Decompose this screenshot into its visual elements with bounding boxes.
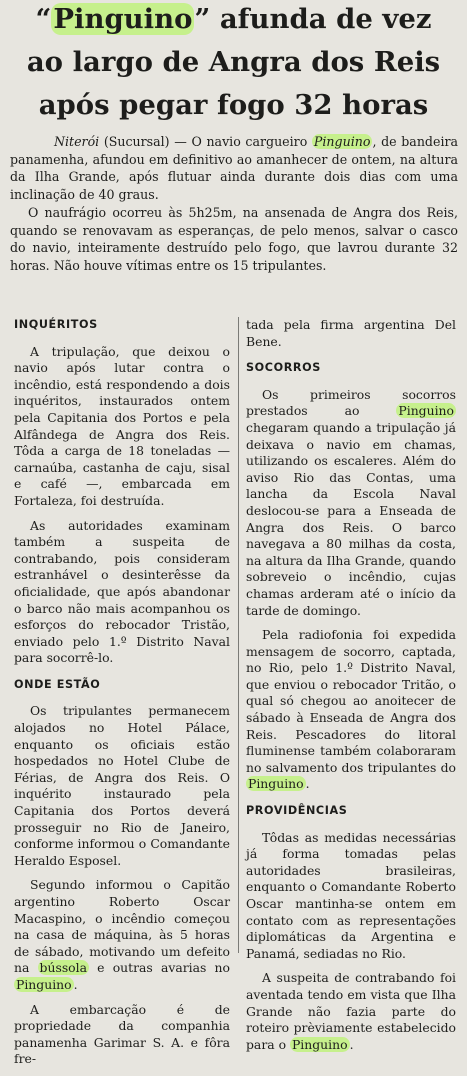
section-heading-socorros: SOCORROS (246, 361, 321, 375)
lead-ship-name: Pinguino (313, 134, 371, 149)
headline-line-1-rest: ” afunda de vez (194, 3, 432, 35)
section-heading-onde-estao: ONDE ESTÃO (14, 677, 101, 691)
boat-name: Rio das Contas (293, 469, 410, 485)
lead-paragraph-2: O naufrágio ocorreu às 5h25m, na ansenada de Angra dos Reis, quando se renovavam as esperanças, de pelo menos, salvar o casco do navio, inteiramente destruído pelo fogo, que lavrou durante 32 horas. Não houve vítimas entre os 15 tripulantes. (10, 204, 458, 273)
tug-name: Tritão (401, 676, 440, 692)
lead-paragraphs (10, 133, 458, 275)
text: chegaram quando a tripulação já deixava o navio em chamas, utilizando os escaleres. Além do aviso (246, 419, 456, 485)
paragraph-socorros-1 (246, 387, 456, 619)
paragraph-inqueritos-1: A tripulação, que deixou o navio após lutar contra o incêndio, está respondendo a dois inquéritos, instaurados ontem pela Capitania dos Portos e pela Alfândega de Angra dos Reis. Tôda a carga de 18 toneladas — carnaúba, castanha de caju, sisal e café —, embarcada em Fortaleza, foi destruída. (14, 343, 230, 508)
lead-paragraph-1-text: , de bandeira panamenha, afundou em definitivo ao amanhecer de ontem, na altura da Ilha Grande, após flutuar ainda durante dois dias com uma inclinação de 40 graus. (10, 134, 458, 203)
headline-line-2: ao largo de Angra dos Reis (26, 46, 441, 78)
text: . (349, 1036, 354, 1052)
headline (0, 0, 467, 127)
right-column (246, 317, 456, 1061)
section-heading-providencias: PROVIDÊNCIAS (246, 804, 348, 818)
paragraph-providencias-2 (246, 970, 456, 1053)
ship-name-highlight: Pinguino (291, 1036, 348, 1052)
tug-name: Tristão (181, 617, 227, 633)
paragraph-socorros-2 (246, 627, 456, 793)
column-divider (238, 317, 239, 953)
ship-name-highlight: Pinguino (248, 776, 304, 792)
headline-ship-name-highlight: Pinguino (53, 3, 193, 35)
text: Os primeiros socorros prestados ao (246, 386, 456, 419)
paragraph-onde-estao-2 (14, 877, 230, 993)
text: , enviado pelo 1.º Distrito Naval para socorrê-lo. (14, 617, 230, 666)
paragraph-onde-estao-3: A embarcação é de propriedade da companhia panamenha Garimar S. A. e fôra fre- (14, 1001, 230, 1067)
paragraph-providencias-1: Tôdas as medidas necessárias já forma tomadas pelas autoridades brasileiras, enquanto o Comandante Roberto Oscar mantinha-se ontem em contato com as representações diplomáticas da Argentina e Panamá, sediadas no Rio. (246, 829, 456, 961)
text: . (305, 776, 310, 792)
headline-line-1 (0, 0, 467, 41)
text: , o qual só chegou ao anoitecer de sábado à Enseada de Angra dos Reis. Pescadores do litoral fluminense também colaboraram no salvamento dos tripulantes do (246, 676, 456, 775)
lead-source: (Sucursal) — O navio cargueiro (99, 134, 312, 149)
text: Pela radiofonia foi expedida mensagem de socorro, captada, no Rio, pelo 1.º Distrito Naval, que enviou o rebocador (246, 627, 456, 692)
ship-name-highlight: Pinguino (398, 403, 454, 419)
headline-line-3: após pegar fogo 32 horas (38, 89, 429, 121)
text: . (73, 976, 78, 992)
text: , uma lancha da Escola Naval deslocou-se para a Enseada de Angra dos Reis. O barco navegava a 80 milhas da costa, na altura da Ilha Grande, quando sobreveio o incêndio, cujas chamas arderam até o início da tarde de domingo. (246, 469, 456, 618)
paragraph-inqueritos-2 (14, 518, 230, 667)
lead-paragraph-1 (10, 133, 458, 204)
dateline: Niterói (54, 134, 100, 149)
text: Segundo informou o Capitão argentino Roberto Oscar Macaspino, o incêndio começou na casa de máquina, às 5 horas de sábado, motivando um defeito na (14, 877, 230, 976)
text: As autoridades examinam também a suspeita de contrabando, pois consideram estranhável o desinterêsse da oficialidade, que após abandonar o barco não mais acompanhou os esforços do rebocador (14, 517, 230, 633)
section-heading-inqueritos: INQUÉRITOS (14, 318, 98, 331)
paragraph-onde-estao-1: Os tripulantes permanecem alojados no Hotel Pálace, enquanto os oficiais estão hospedados no Hotel Clube de Férias, de Angra dos Reis. O inquérito instaurado pela Capitania dos Portos deverá prosseguir no Rio de Janeiro, conforme informou o Comandante Heraldo Esposel. (14, 703, 230, 868)
compass-highlight: bússola (39, 960, 87, 976)
ship-name-highlight: Pinguino (16, 976, 72, 992)
left-column (14, 317, 230, 1076)
text: e outras avarias no (89, 960, 230, 976)
text: A suspeita de contrabando foi aventada tendo em vista que Ilha Grande não fazia parte do roteiro prèviamente estabelecido para o (246, 970, 456, 1052)
paragraph-continued: tada pela firma argentina Del Bene. (246, 317, 456, 349)
headline-quote-open: “ (35, 3, 52, 35)
